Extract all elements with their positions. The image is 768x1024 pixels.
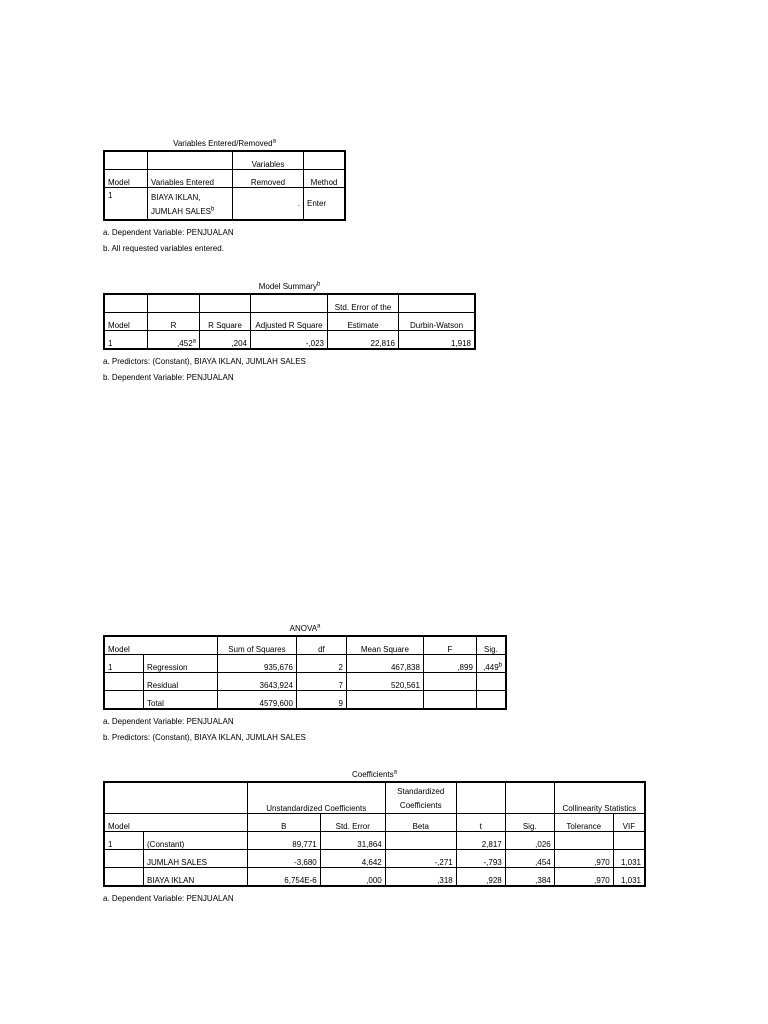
model-cell: 1 xyxy=(104,655,144,673)
header-cell: Variables xyxy=(233,151,304,170)
method-cell: Enter xyxy=(304,188,346,221)
std-error-cell: 31,864 xyxy=(320,832,385,850)
f-cell: ,899 xyxy=(423,655,476,673)
header-cell: Estimate xyxy=(328,313,399,331)
sig-sup: b xyxy=(498,662,502,669)
table-row xyxy=(104,331,475,350)
table-header-row xyxy=(104,636,506,655)
durbin-watson-cell: 1,918 xyxy=(399,331,476,350)
anova-title xyxy=(103,624,507,633)
footnote: a. Dependent Variable: PENJUALAN xyxy=(103,228,234,237)
table-row xyxy=(104,655,506,673)
model-cell-empty xyxy=(104,673,144,691)
header-cell xyxy=(104,294,148,313)
header-group-unstandardized: Unstandardized Coefficients xyxy=(247,782,385,814)
table-row xyxy=(104,188,345,221)
beta-cell: -,271 xyxy=(385,850,456,868)
beta-cell xyxy=(385,832,456,850)
df-cell: 2 xyxy=(296,655,346,673)
table-row xyxy=(104,868,645,887)
sum-of-squares-cell: 3643,924 xyxy=(217,673,296,691)
vif-cell xyxy=(613,832,645,850)
table-row xyxy=(104,673,506,691)
sum-of-squares-cell: 4579,600 xyxy=(217,691,296,710)
variables-entered-block xyxy=(103,139,346,257)
footnote: b. All requested variables entered. xyxy=(103,244,224,253)
std-error-cell: 22,816 xyxy=(328,331,399,350)
header-cell xyxy=(148,294,200,313)
header-cell: VIF xyxy=(613,814,645,832)
variables-removed-cell: . xyxy=(233,188,304,221)
variables-entered-title-text: Variables Entered/Removed xyxy=(173,139,273,148)
table-header-row xyxy=(104,151,345,170)
coefficients-title-text: Coefficients xyxy=(352,770,394,779)
header-cell: Variables Entered xyxy=(148,170,233,188)
adjusted-r-square-cell: -,023 xyxy=(251,331,328,350)
model-cell: 1 xyxy=(104,832,144,850)
tolerance-cell xyxy=(554,832,613,850)
coefficients-table xyxy=(103,781,646,887)
variables-entered-table xyxy=(103,150,346,221)
variables-entered-title-sup: a xyxy=(272,138,276,145)
b-cell: 6,754E-6 xyxy=(247,868,320,887)
mean-square-cell: 520,561 xyxy=(346,673,423,691)
variables-entered-cell xyxy=(148,188,233,221)
variables-entered-sup: b xyxy=(211,206,215,213)
tolerance-cell: ,970 xyxy=(554,850,613,868)
header-cell: Model xyxy=(104,170,148,188)
df-cell: 7 xyxy=(296,673,346,691)
std-error-cell: 4,642 xyxy=(320,850,385,868)
header-cell xyxy=(304,151,346,170)
footnotes xyxy=(103,891,646,907)
f-cell xyxy=(423,691,476,710)
header-cell: Method xyxy=(304,170,346,188)
t-cell: 2,817 xyxy=(456,832,505,850)
r-square-cell: ,204 xyxy=(200,331,251,350)
df-cell: 9 xyxy=(296,691,346,710)
header-group-standardized xyxy=(385,782,456,814)
t-cell: -,793 xyxy=(456,850,505,868)
row-label: Regression xyxy=(144,655,218,673)
row-label: BIAYA IKLAN xyxy=(144,868,248,887)
footnote: a. Predictors: (Constant), BIAYA IKLAN, JUMLAH SALES xyxy=(103,357,306,366)
table-header-row xyxy=(104,313,475,331)
header-cell: Std. Error xyxy=(320,814,385,832)
r-value: ,452 xyxy=(177,339,193,348)
r-cell xyxy=(148,331,200,350)
header-line: Standardized xyxy=(397,787,445,796)
header-cell xyxy=(104,151,148,170)
header-cell xyxy=(251,294,328,313)
b-cell: 89,771 xyxy=(247,832,320,850)
coefficients-title xyxy=(103,770,646,779)
model-summary-title-text: Model Summary xyxy=(258,282,317,291)
model-cell-empty xyxy=(104,691,144,710)
sum-of-squares-cell: 935,676 xyxy=(217,655,296,673)
table-row xyxy=(104,832,645,850)
mean-square-cell xyxy=(346,691,423,710)
row-label: (Constant) xyxy=(144,832,248,850)
sig-cell xyxy=(476,655,506,673)
footnotes xyxy=(103,714,507,746)
footnote: a. Dependent Variable: PENJUALAN xyxy=(103,717,234,726)
model-cell: 1 xyxy=(104,331,148,350)
footnote: a. Dependent Variable: PENJUALAN xyxy=(103,894,234,903)
sig-cell: ,026 xyxy=(505,832,554,850)
model-summary-title xyxy=(103,282,476,291)
header-cell: F xyxy=(423,636,476,655)
footnote: b. Predictors: (Constant), BIAYA IKLAN, JUMLAH SALES xyxy=(103,733,306,742)
vif-cell: 1,031 xyxy=(613,868,645,887)
header-cell: Adjusted R Square xyxy=(251,313,328,331)
variables-entered-title xyxy=(103,139,346,148)
beta-cell: ,318 xyxy=(385,868,456,887)
header-cell: Sum of Squares xyxy=(217,636,296,655)
header-cell-empty xyxy=(456,782,505,814)
header-cell: Removed xyxy=(233,170,304,188)
coefficients-block xyxy=(103,770,646,907)
table-header-row xyxy=(104,294,475,313)
header-cell: Model xyxy=(104,636,217,655)
header-cell: Mean Square xyxy=(346,636,423,655)
anova-table xyxy=(103,635,507,710)
header-cell: Sig. xyxy=(476,636,506,655)
sig-cell xyxy=(476,673,506,691)
header-cell: Tolerance xyxy=(554,814,613,832)
header-line: Coefficients xyxy=(399,801,442,810)
table-row xyxy=(104,691,506,710)
sig-cell: ,454 xyxy=(505,850,554,868)
variables-entered-line-text: JUMLAH SALES xyxy=(151,207,212,216)
header-cell-empty xyxy=(104,782,247,814)
header-cell: Model xyxy=(104,313,148,331)
row-label: Total xyxy=(144,691,218,710)
footnotes xyxy=(103,225,346,257)
model-cell-empty xyxy=(104,868,144,887)
header-cell: R xyxy=(148,313,200,331)
table-row xyxy=(104,850,645,868)
header-cell-empty xyxy=(505,782,554,814)
anova-title-text: ANOVA xyxy=(289,624,318,633)
anova-title-sup: a xyxy=(317,623,321,630)
header-cell: t xyxy=(456,814,505,832)
header-cell xyxy=(148,151,233,170)
header-cell: Beta xyxy=(385,814,456,832)
f-cell xyxy=(423,673,476,691)
header-cell: Sig. xyxy=(505,814,554,832)
sig-cell xyxy=(476,691,506,710)
variables-entered-line: BIAYA IKLAN, xyxy=(151,193,201,202)
footnotes xyxy=(103,354,476,386)
anova-block xyxy=(103,624,507,746)
model-cell-empty xyxy=(104,850,144,868)
header-group-collinearity: Collinearity Statistics xyxy=(554,782,645,814)
coefficients-title-sup: a xyxy=(393,769,397,776)
std-error-cell: ,000 xyxy=(320,868,385,887)
model-cell: 1 xyxy=(104,188,148,221)
vif-cell: 1,031 xyxy=(613,850,645,868)
header-cell xyxy=(200,294,251,313)
header-cell: Std. Error of the xyxy=(328,294,399,313)
footnote: b. Dependent Variable: PENJUALAN xyxy=(103,373,234,382)
model-summary-table xyxy=(103,293,476,350)
model-summary-block xyxy=(103,282,476,386)
header-cell: df xyxy=(296,636,346,655)
mean-square-cell: 467,838 xyxy=(346,655,423,673)
header-cell: B xyxy=(247,814,320,832)
row-label: Residual xyxy=(144,673,218,691)
row-label: JUMLAH SALES xyxy=(144,850,248,868)
t-cell: ,928 xyxy=(456,868,505,887)
variables-entered-line xyxy=(151,205,229,219)
header-cell: Durbin-Watson xyxy=(399,313,476,331)
tolerance-cell: ,970 xyxy=(554,868,613,887)
r-sup: a xyxy=(192,338,196,345)
b-cell: -3,680 xyxy=(247,850,320,868)
header-cell xyxy=(399,294,476,313)
model-summary-title-sup: b xyxy=(316,281,321,288)
table-header-row xyxy=(104,170,345,188)
header-cell: R Square xyxy=(200,313,251,331)
sig-cell: ,384 xyxy=(505,868,554,887)
header-cell: Model xyxy=(104,814,247,832)
table-header-row xyxy=(104,814,645,832)
sig-value: ,449 xyxy=(483,663,499,672)
